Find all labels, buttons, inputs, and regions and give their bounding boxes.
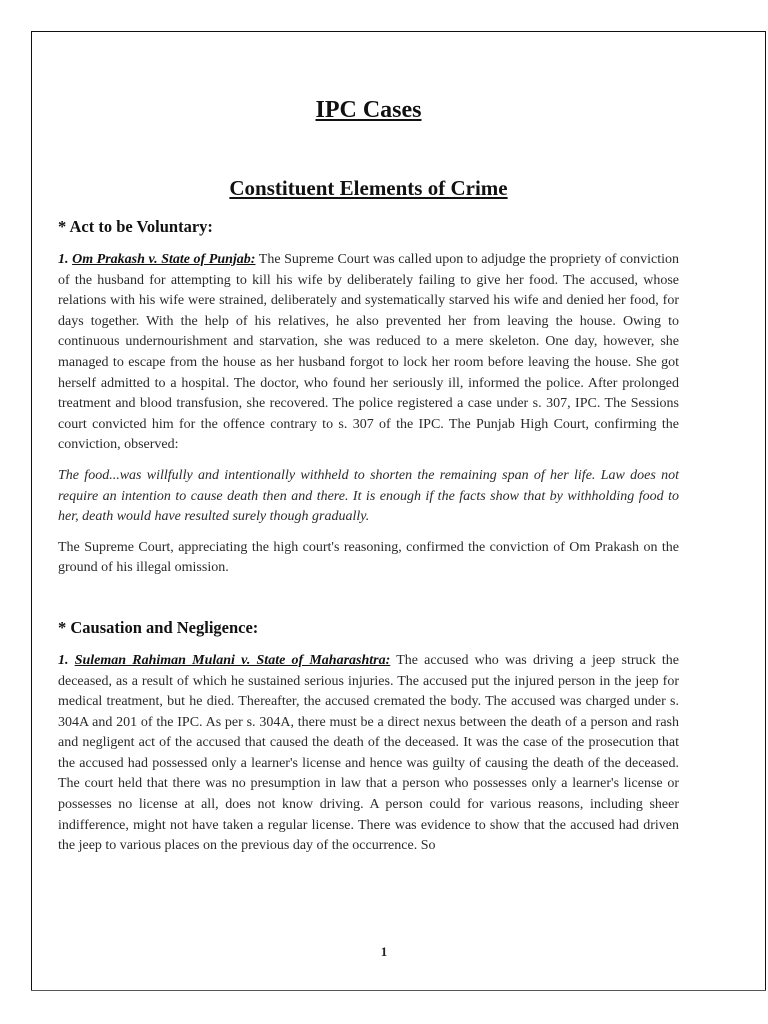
document-content [58, 60, 679, 857]
case-title [58, 252, 255, 267]
case-title [58, 653, 390, 668]
page-title: IPC Cases [315, 97, 422, 123]
case-conclusion: The Supreme Court, appreciating the high court's reasoning, confirmed the conviction of Om Prakash on the ground of his illegal omission. [58, 539, 679, 576]
case-body: The Supreme Court was called upon to adjudge the propriety of conviction of the husband for attempting to kill his wife by deliberately failing to give her food. The accused, whose relations with his wife were strained, deliberately and systematically starved his wife and denied her food, for days together. With the help of his relatives, he also prevented her from leaving the house. Owing to continuous undernourishment and starvation, she was reduced to a mere skeleton. One day, however, she managed to escape from the house as her husband forgot to lock her room before leaving the house. She got herself admitted to a hospital. The doctor, who found her seriously ill, informed the police. After prolonged treatment and blood transfusion, she recovered. The police registered a case under s. 307, IPC. The Sessions court convicted him for the offence contrary to s. 307 of the IPC. The Punjab High Court, confirming the conviction, observed: [58, 252, 680, 453]
court-quote: The food...was willfully and intentionally withheld to shorten the remaining span of her life. Law does not require an intention to cause death then and there. It is enough if the facts show that by withholding food to her, death would have resulted surely though gradually. [58, 467, 679, 525]
case-name: Suleman Rahiman Mulani v. State of Maharashtra: [74, 652, 391, 668]
case-name: Om Prakash v. State of Punjab: [72, 252, 256, 267]
page-number: 1 [380, 944, 388, 959]
heading-act-voluntary: * Act to be Voluntary: [58, 217, 213, 236]
case-body: The accused who was driving a jeep struck the deceased, as a result of which he sustained serious injuries. The accused put the injured person in the jeep for medical treatment, but he died. Thereafter, the accused cremated the body. The accused was charged under s. 304A and 201 of the IPC. As per s. 304A, there must be a direct nexus between the death of a person and rash and negligent act of the accused that caused the death of the deceased. It was the case of the prosecution that the accused had possessed only a learner's license and hence was guilty of causing the death of the deceased. The court held that there was no presumption in law that a person who possesses only a learner's license or possesses no license at all, does not know driving. A person could for various reasons, including sheer indifference, might not have taken a regular license. There was evidence to show that the accused had driven the jeep to various places on the previous day of the occurrence. So [58, 652, 680, 854]
case-number: 1. [58, 652, 69, 668]
case-paragraph-om-prakash [58, 250, 679, 456]
case-paragraph-suleman [58, 651, 679, 857]
footer-rule [31, 990, 766, 991]
section-title: Constituent Elements of Crime [229, 176, 508, 200]
case-number: 1. [58, 252, 69, 267]
heading-causation-negligence: * Causation and Negligence: [58, 617, 259, 637]
